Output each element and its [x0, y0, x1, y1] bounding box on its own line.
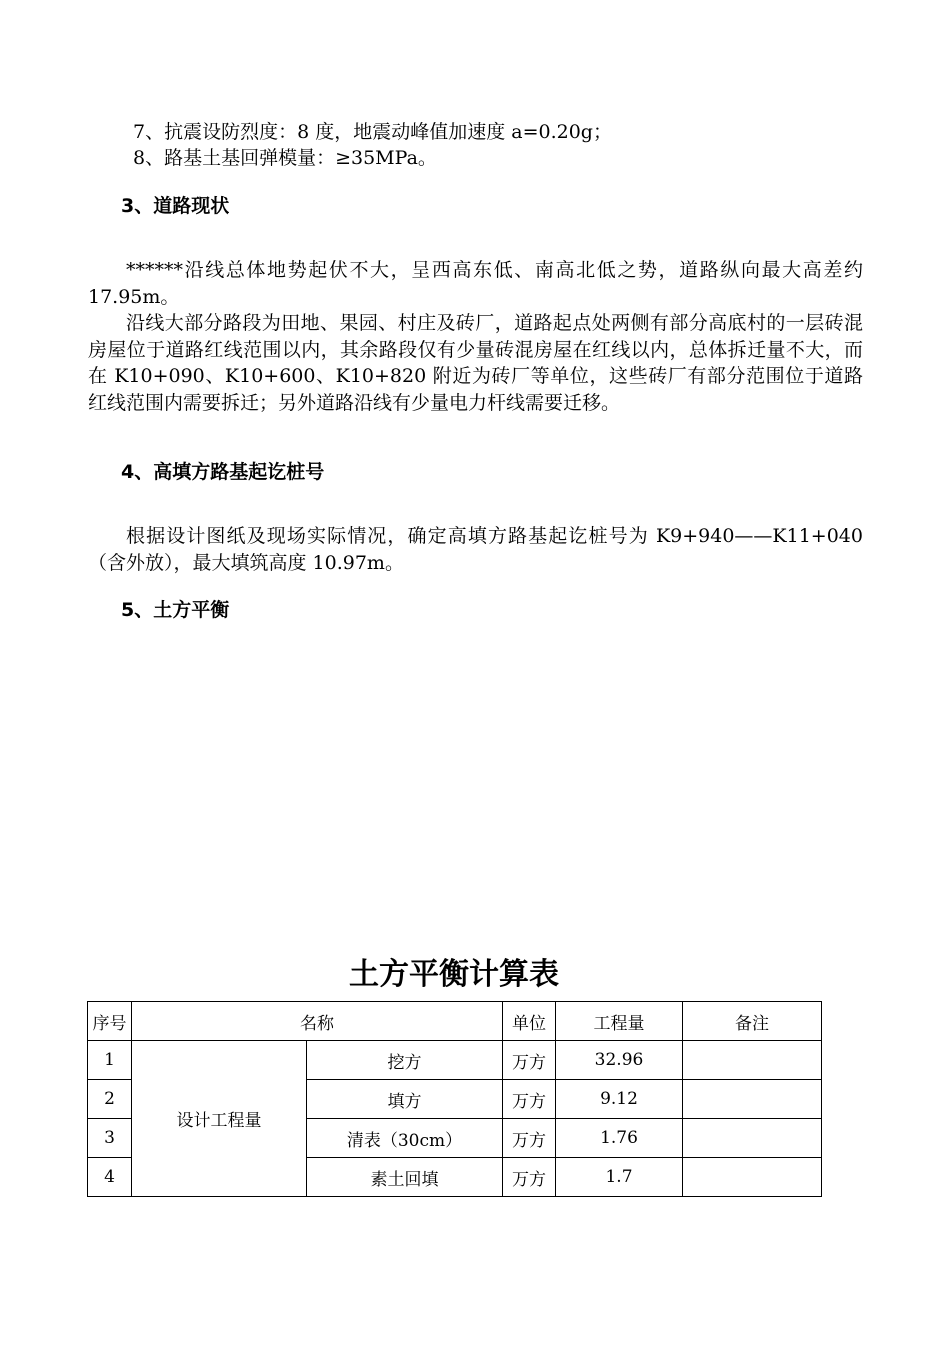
section-heading-earthwork: 5、土方平衡 [121, 599, 230, 621]
row-item: 挖方 [307, 1041, 503, 1080]
row-index: 2 [88, 1080, 132, 1119]
paragraph-demolition: 沿线大部分路段为田地、果园、村庄及砖厂，道路起点处两侧有部分高底村的一层砖混房屋位于道路红线范围以内，其余路段仅有少量砖混房屋在红线以内，总体拆迁量不大，而在 K10+090、K10+600、K10+820 附近为砖厂等单位，这些砖厂有部分范围位于道路红线范围内需要拆迁；另外道路沿线有少量电力杆线需要迁移。 [88, 312, 863, 414]
header-quantity: 工程量 [556, 1002, 683, 1041]
row-index: 4 [88, 1158, 132, 1197]
header-index: 序号 [88, 1002, 132, 1041]
row-remark [683, 1119, 822, 1158]
row-quantity: 32.96 [556, 1041, 683, 1080]
row-item: 清表（30cm） [307, 1119, 503, 1158]
table-title: 土方平衡计算表 [349, 957, 559, 992]
header-unit: 单位 [503, 1002, 556, 1041]
row-quantity: 1.7 [556, 1158, 683, 1197]
paragraph-terrain: ******沿线总体地势起伏不大，呈西高东低、南高北低之势，道路纵向最大高差约 17.95m。 [88, 259, 863, 308]
item-modulus: 8、路基土基回弹模量：≥35MPa。 [133, 147, 437, 169]
table-header-row [88, 1002, 822, 1041]
paragraph-high-fill: 根据设计图纸及现场实际情况，确定高填方路基起讫桩号为 K9+940——K11+040（含外放），最大填筑高度 10.97m。 [88, 525, 863, 574]
item-seismic: 7、抗震设防烈度：8 度，地震动峰值加速度 a=0.20g； [133, 121, 612, 143]
row-quantity: 1.76 [556, 1119, 683, 1158]
row-remark [683, 1158, 822, 1197]
row-index: 1 [88, 1041, 132, 1080]
header-name: 名称 [132, 1002, 503, 1041]
table-row [88, 1041, 822, 1080]
group-label: 设计工程量 [132, 1041, 307, 1197]
row-unit: 万方 [503, 1119, 556, 1158]
row-quantity: 9.12 [556, 1080, 683, 1119]
row-unit: 万方 [503, 1080, 556, 1119]
row-item: 素土回填 [307, 1158, 503, 1197]
section-heading-road-status: 3、道路现状 [121, 195, 230, 217]
row-remark [683, 1080, 822, 1119]
row-unit: 万方 [503, 1041, 556, 1080]
row-remark [683, 1041, 822, 1080]
earthwork-table [87, 1001, 822, 1197]
row-unit: 万方 [503, 1158, 556, 1197]
section-heading-high-fill: 4、高填方路基起讫桩号 [121, 461, 325, 483]
header-remark: 备注 [683, 1002, 822, 1041]
row-item: 填方 [307, 1080, 503, 1119]
row-index: 3 [88, 1119, 132, 1158]
